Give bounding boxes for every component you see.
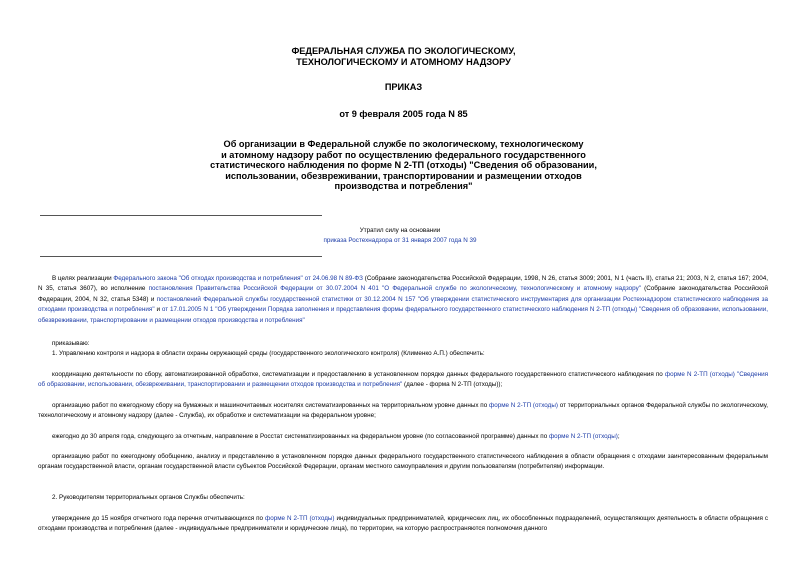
link-form-2tp-full[interactable]: форме N 2-ТП (отходы) "Сведения об образовании, использовании, обезвреживании, транспортировании и размещении отходов производства и потребления" — [38, 371, 768, 389]
link-form-2tp-approval[interactable]: форме N 2-ТП (отходы) — [265, 515, 335, 522]
approval-text-1: утверждение до 15 ноября отчетного года перечня отчитывающихся по — [52, 515, 266, 522]
preamble-text-3: (Собрание законодательства Российской Федерации, 2004, N 32, статья 5348) и — [38, 285, 769, 303]
doc-title-line-3: статистического наблюдения по форме N 2-ТП (отходы) "Сведения об образовании, — [210, 160, 597, 170]
paragraph-approval — [38, 514, 768, 535]
preamble-text-1: В целях реализации — [52, 275, 114, 282]
divider-top — [40, 215, 322, 216]
paragraph-order: приказываю: — [52, 340, 90, 347]
repeal-note — [300, 226, 500, 246]
doc-title-line-2: и атомному надзору работ по осуществлению федерального государственного — [221, 149, 586, 160]
collection-text-2: от территориальных органов Федеральной службы по экологическому, технологическому и атомному надзору (далее - Служба), их обработке и систематизации на федеральном уровне; — [38, 402, 768, 420]
repeal-order-link[interactable]: приказа Ростехнадзора от 31 января 2007 года N 39 — [323, 237, 477, 244]
divider-bottom — [40, 256, 322, 257]
collection-text-1: организацию работ по ежегодному сбору на бумажных и машиночитаемых носителях систематизированных на территориальном уровне данных по — [52, 402, 490, 409]
org-name-line-2: ТЕХНОЛОГИЧЕСКОМУ И АТОМНОМУ НАДЗОРУ — [296, 56, 511, 67]
preamble-text-2: (Собрание законодательства Российской Федерации, 1998, N 26, статья 3009; 2001, N 1 (часть II), статья 21; 2003, N 2, статья 167; 2004, N 35, статья 3607), во исполнение — [38, 275, 768, 293]
paragraph-preamble — [38, 274, 768, 326]
link-rosstat-decree-1[interactable]: от 17.01.2005 N 1 "Об утверждении Порядка заполнения и представления формы федерального государственного статистического наблюдения N 2-ТП (отходы) "Сведения об образовании, использовании, обезвреживании, транспортировании и размещении отходов производства и потребления" — [38, 306, 768, 324]
doc-type: ПРИКАЗ — [384, 82, 423, 92]
doc-date: от 9 февраля 2005 года N 85 — [339, 109, 468, 119]
coordination-text-1: координацию деятельности по сбору, автоматизированной обработке, систематизации и предоставлению в установленном порядке данных федерального государственного статистического наблюдения по — [52, 371, 665, 378]
link-form-2tp[interactable]: форме N 2-ТП (отходы) — [489, 402, 558, 409]
paragraph-analysis: организацию работ по ежегодному обобщению, анализу и представлению в установленном порядке данных федерального государственного статистического наблюдения в области обращения с отходами заинтересованным федеральным органам государственной власти, органам государственной власти субъектов Российской Федерации, органам местного самоуправления и другим пользователям (потребителям) информации. — [38, 453, 768, 471]
repeal-note-text: Утратил силу на основании — [359, 227, 441, 234]
paragraph-item-2: 2. Руководителям территориальных органов Службы обеспечить: — [52, 494, 245, 501]
doc-title-line-4: использовании, обезвреживании, транспортировании и размещении отходов — [225, 170, 582, 181]
rosstat-text-1: ежегодно до 30 апреля года, следующего за отчетным, направление в Росстат систематизированных на федеральном уровне (по согласованной программе) данных по — [52, 433, 549, 440]
paragraph-collection — [38, 401, 768, 422]
coordination-text-2: (далее - форма N 2-ТП (отходы)); — [402, 381, 503, 389]
link-form-2tp-rosstat[interactable]: форме N 2-ТП (отходы) — [548, 433, 618, 440]
paragraph-coordination — [38, 370, 768, 391]
link-federal-law[interactable]: Федерального закона "Об отходах производства и потребления" от 24.06.98 N 89-ФЗ — [113, 275, 363, 282]
paragraph-rosstat — [38, 432, 768, 442]
rosstat-text-2: ; — [617, 433, 620, 440]
doc-title-line-1: Об организации в Федеральной службе по экологическому, технологическому — [223, 139, 584, 149]
preamble-text-4: и — [154, 306, 162, 314]
paragraph-item-1: 1. Управлению контроля и надзора в области охраны окружающей среды (государственного экологического контроля) (Клименко А.П.) обеспечить: — [52, 350, 485, 357]
approval-text-2: индивидуальных предпринимателей, юридических лиц, их обособленных подразделений, осуществляющих деятельность в области обращения с отходами производства и потребления (далее - индивидуальные предприниматели и юридические лица), по территории, на которую распространяются полномочия данного — [38, 515, 768, 533]
doc-title-line-5: производства и потребления" — [334, 181, 473, 191]
link-rosstat-decree-157[interactable]: постановлений Федеральной службы государственной статистики от 30.12.2004 N 157 "Об утверждении статистического инструментария для организации Ростехнадзором статистического наблюдения за отходами производства и потребления" — [38, 295, 768, 314]
link-government-decree[interactable]: постановления Правительства Российской Федерации от 30.07.2004 N 401 "О Федеральной службе по экологическому, технологическому и атомному надзору" — [148, 285, 641, 293]
org-name-line-1: ФЕДЕРАЛЬНАЯ СЛУЖБА ПО ЭКОЛОГИЧЕСКОМУ, — [291, 46, 516, 56]
